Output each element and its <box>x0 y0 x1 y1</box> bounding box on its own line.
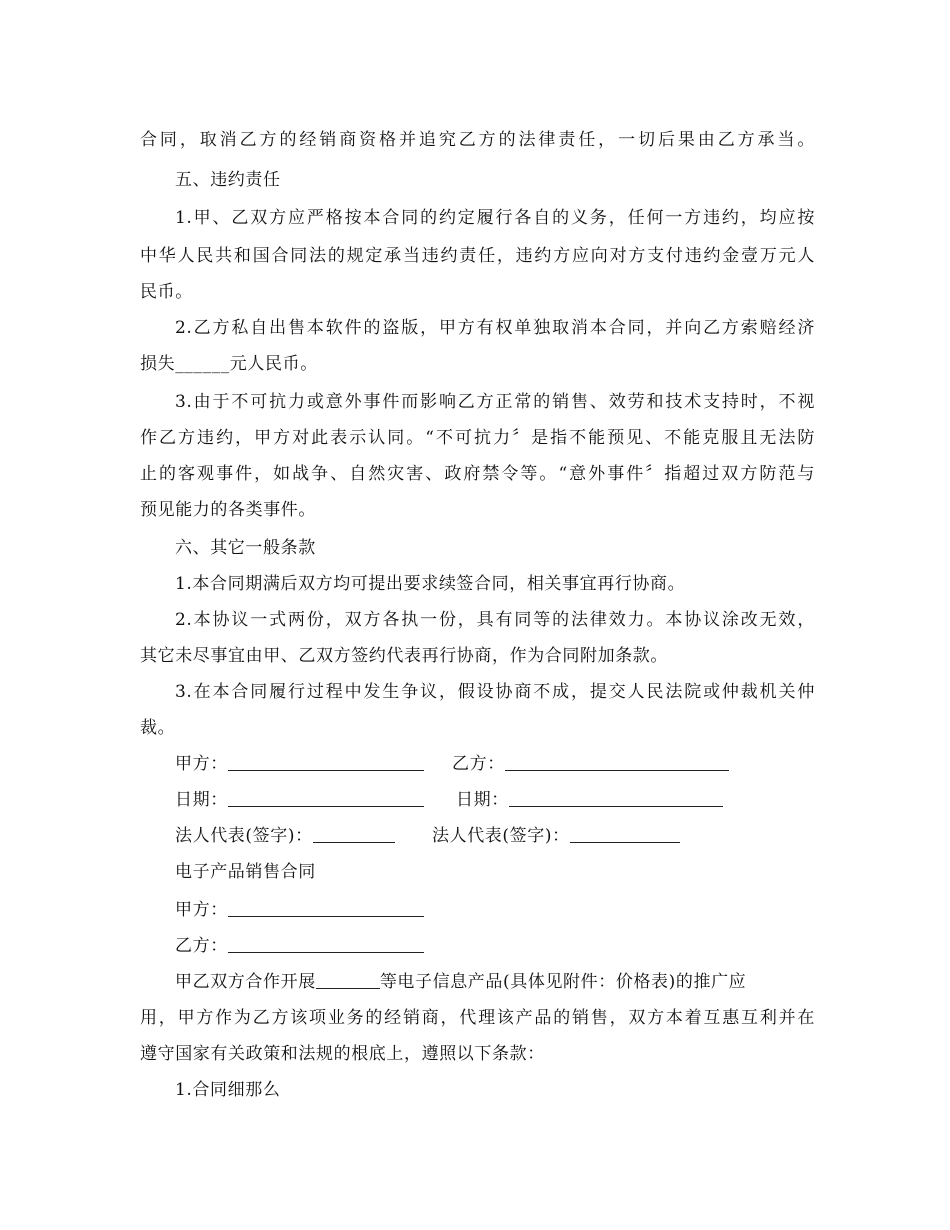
party-a-label: 甲方： <box>175 754 228 774</box>
text-line: 3.由于不可抗力或意外事件而影响乙方正常的销售、效劳和技术支持时，不视 <box>175 392 815 412</box>
contract2-party-b-label: 乙方： <box>175 936 228 956</box>
text-line: 止的客观事件，如战争、自然灾害、政府禁令等。“意外事件〞指超过双方防范与 <box>140 464 815 484</box>
text-line: 作乙方违约，甲方对此表示认同。“不可抗力〞是指不能预见、不能克服且无法防 <box>140 428 815 448</box>
text-line: 2.本协议一式两份，双方各执一份，具有同等的法律效力。本协议涂改无效， <box>175 610 815 630</box>
rep-b <box>432 824 680 848</box>
rep-b-blank[interactable] <box>570 824 680 843</box>
party-b-label: 乙方： <box>452 754 505 774</box>
date-a-blank[interactable] <box>228 788 424 807</box>
date-b-label: 日期： <box>456 790 509 810</box>
rep-b-label: 法人代表(签字)： <box>432 826 570 846</box>
intro-line-3: 遵守国家有关政策和法规的根底上，遵照以下条款： <box>140 1044 545 1064</box>
section-heading: 五、违约责任 <box>175 170 281 190</box>
text-line: 1.本合同期满后双方均可提出要求续签合同，相关事宜再行协商。 <box>175 574 686 594</box>
text-line: 其它未尽事宜由甲、乙双方签约代表再行协商，作为合同附加条款。 <box>140 646 668 666</box>
clause-1: 1.合同细那么 <box>175 1080 281 1100</box>
rep-a-label: 法人代表(签字)： <box>175 826 313 846</box>
product-blank[interactable] <box>316 970 380 989</box>
text-line: 裁。 <box>140 718 176 738</box>
date-b <box>456 788 723 812</box>
rep-a-blank[interactable] <box>313 824 395 843</box>
contract2-party-a <box>175 898 424 922</box>
contract2-party-a-blank[interactable] <box>228 898 424 917</box>
rep-a <box>175 824 395 848</box>
text-line: 预见能力的各类事件。 <box>140 500 316 520</box>
party-b-signature <box>452 752 729 776</box>
text-line: 合同，取消乙方的经销商资格并追究乙方的法律责任，一切后果由乙方承当。 <box>140 130 815 150</box>
intro-line-1 <box>175 970 815 994</box>
text-line: 民币。 <box>140 282 193 302</box>
party-b-blank[interactable] <box>505 752 729 771</box>
party-a-blank[interactable] <box>228 752 424 771</box>
contract2-party-b-blank[interactable] <box>228 934 424 953</box>
contract2-party-b <box>175 934 424 958</box>
contract-title: 电子产品销售合同 <box>175 862 316 882</box>
date-b-blank[interactable] <box>509 788 723 807</box>
intro-line-2: 用，甲方作为乙方该项业务的经销商，代理该产品的销售，双方本着互惠互利并在 <box>140 1008 815 1028</box>
text-line: 损失______元人民币。 <box>140 354 318 374</box>
date-a-label: 日期： <box>175 790 228 810</box>
contract2-party-a-label: 甲方： <box>175 900 228 920</box>
intro-text-a: 甲乙双方合作开展 <box>175 972 316 992</box>
date-a <box>175 788 424 812</box>
text-line: 中华人民共和国合同法的规定承当违约责任，违约方应向对方支付违约金壹万元人 <box>140 246 815 266</box>
intro-text-b: 等电子信息产品(具体见附件：价格表)的推广应 <box>379 972 747 992</box>
text-line: 2.乙方私自出售本软件的盗版，甲方有权单独取消本合同，并向乙方索赔经济 <box>175 318 815 338</box>
text-line: 3.在本合同履行过程中发生争议，假设协商不成，提交人民法院或仲裁机关仲 <box>175 682 815 702</box>
text-line: 1.甲、乙双方应严格按本合同的约定履行各自的义务，任何一方违约，均应按 <box>175 208 815 228</box>
party-a-signature <box>175 752 424 776</box>
section-heading: 六、其它一般条款 <box>175 538 316 558</box>
